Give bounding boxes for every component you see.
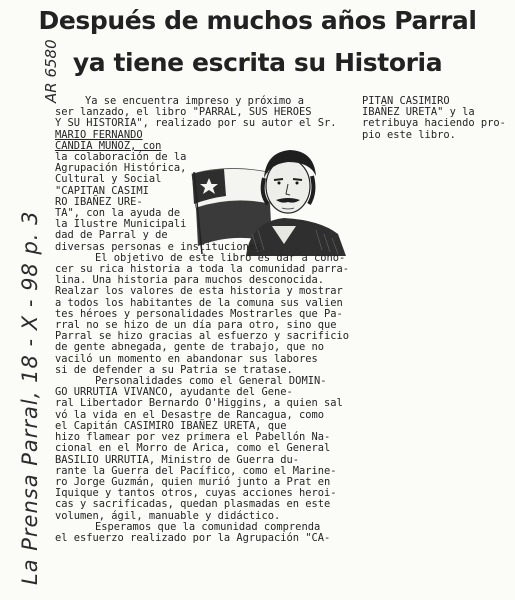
article-line: vaciló un momento en abandonar sus labores <box>55 352 318 365</box>
archive-reference: AR 6580 <box>42 39 60 103</box>
article-line: volumen, ágil, manuable y didáctico. <box>55 509 281 522</box>
article-line: lina. Una historia para muchos desconocida. <box>55 274 324 287</box>
handwritten-source-note: La Prensa Parral, 18 - X - 98 p. 3 <box>18 210 42 585</box>
article-line: a todos los habitantes de la comuna sus valien <box>55 296 343 309</box>
article-line: vó la vida en el Desastre de Rancagua, como <box>55 408 324 421</box>
article-line: el Capitán CASIMIRO IBAÑEZ URETA, que <box>55 419 287 432</box>
article-line: Iquique y tantos otros, cuyas acciones heroi- <box>55 487 337 500</box>
article-line: cer su rica historia a toda la comunidad parra- <box>55 263 350 276</box>
article-line: el esfuerzo realizado por la Agrupación "CA- <box>55 531 331 544</box>
article-line: Y SU HISTORIA", realizado por su autor el Sr. <box>55 117 337 130</box>
article-line: pio este libro. <box>362 128 456 141</box>
article-line: Esperamos que la comunidad comprenda <box>95 520 321 533</box>
article-line: cas y sacrificadas, quedan plasmadas en este <box>55 498 331 511</box>
headline-line-1: Después de muchos años Parral <box>38 6 477 35</box>
article-line: IBAÑEZ URETA" y la <box>362 106 475 119</box>
article-line: Realzar los valores de esta historia y mostrar <box>55 285 343 298</box>
article-line: TA", con la ayuda de <box>55 207 181 220</box>
article-column-right <box>362 96 512 141</box>
article-line: retribuya haciendo pro- <box>362 117 506 130</box>
article-line: la colaboración de la <box>55 151 187 164</box>
headline-line-2: ya tiene escrita su Historia <box>72 48 443 77</box>
article-line: rante la Guerra del Pacífico, como el Marine- <box>55 464 337 477</box>
article-column-left <box>55 96 355 544</box>
article-line: hizo flamear por vez primera el Pabellón Na- <box>55 431 331 444</box>
article-line: ser lanzado, el libro "PARRAL, SUS HEROES <box>55 106 312 119</box>
article-line: BASILIO URRUTIA, Ministro de Guerra du- <box>55 453 299 466</box>
article-line: diversas personas e instituciones <box>55 240 262 253</box>
article-line: rral no se hizo de un día para otro, sino que <box>55 319 337 332</box>
article-line: cional en el Morro de Arica, como el General <box>55 442 331 455</box>
article-line: Agrupación Histórica, <box>55 162 187 175</box>
article-line: Personalidades como el General DOMIN- <box>95 375 327 388</box>
article-line: Cultural y Social <box>55 173 162 186</box>
article-line: El objetivo de este libro es dar a cono- <box>95 251 346 264</box>
author-name-line: CANDIA MUÑOZ, con <box>55 139 162 152</box>
article-line: Parral se hizo gracias al esfuerzo y sacrificio <box>55 330 350 343</box>
article-line: "CAPITAN CASIMI <box>55 184 149 197</box>
author-name-line: MARIO FERNANDO <box>55 128 143 141</box>
article-line: RO IBAÑEZ URE- <box>55 195 143 208</box>
article-line: Ya se encuentra impreso y próximo a <box>85 95 304 107</box>
article-line: ral Libertador Bernardo O'Higgins, a quien sal <box>55 397 343 410</box>
article-line: dad de Parral y de <box>55 229 168 242</box>
article-line: GO URRUTIA VIVANCO, ayudante del Gene- <box>55 386 293 399</box>
article-line: la Ilustre Municipali <box>55 218 187 231</box>
article-line: de gente abnegada, gente de trabajo, que no <box>55 341 324 354</box>
article-line: tes héroes y personalidades Mostrarles que Pa- <box>55 307 343 320</box>
article-line: si de defender a su Patria se tratase. <box>55 363 293 376</box>
article-line: PITAN CASIMIRO <box>362 95 450 107</box>
article-line: ro Jorge Guzmán, quien murió junto a Prat en <box>55 475 331 488</box>
